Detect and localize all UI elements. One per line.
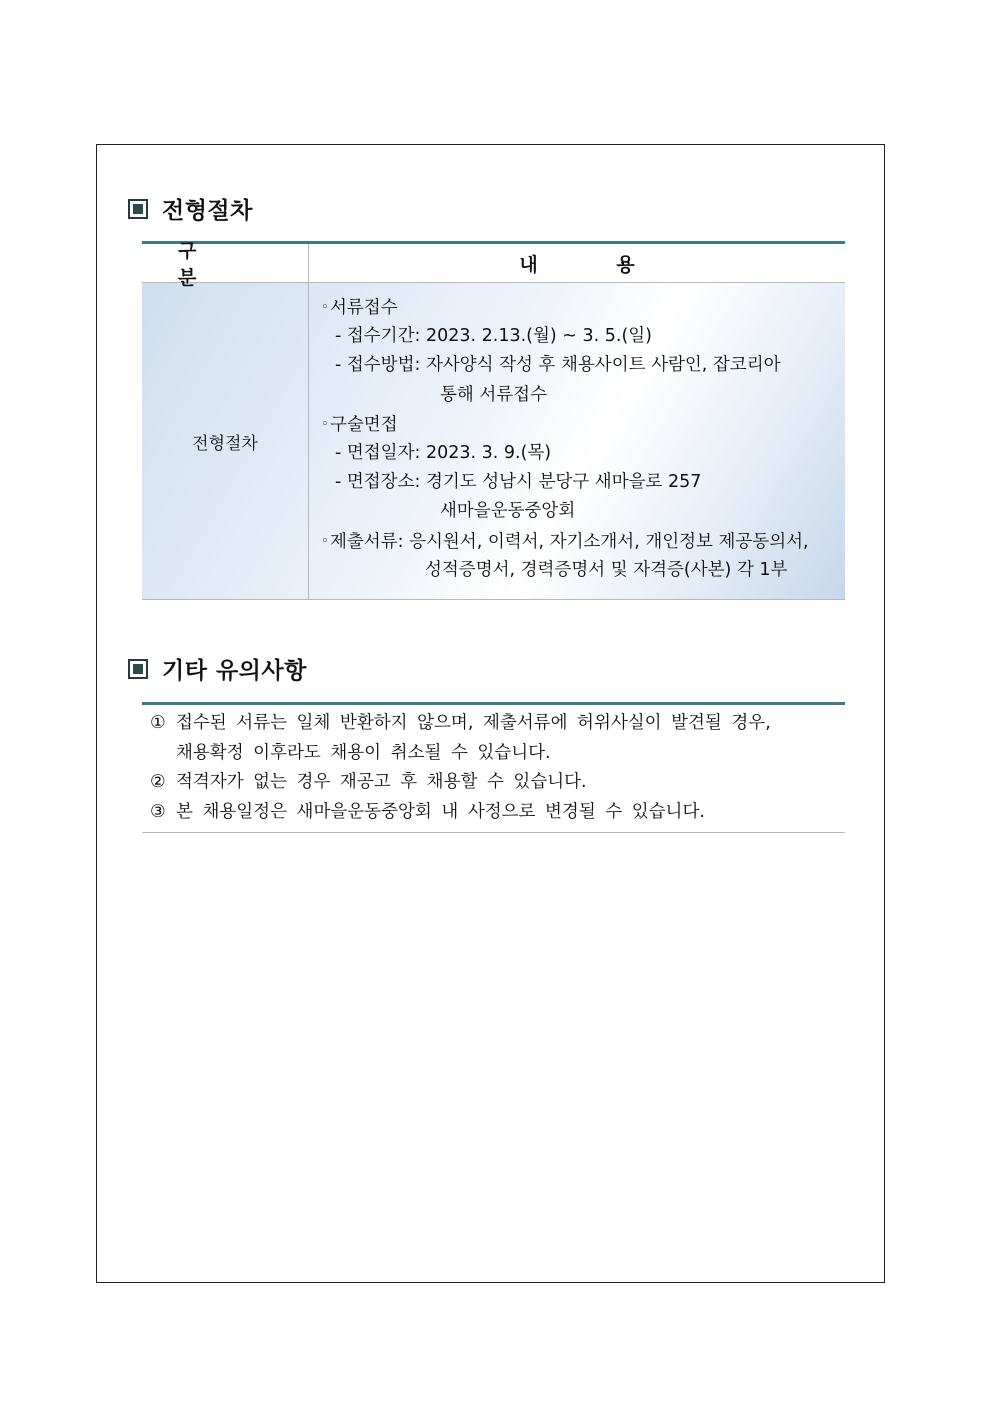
list-item: 성적증명서, 경력증명서 및 자격증(사본) 각 1부 <box>425 559 788 580</box>
list-item: - 접수방법: 자사양식 작성 후 채용사이트 사람인, 잡코리아 <box>335 355 781 376</box>
note-number: ③ <box>150 801 166 822</box>
section-title: 전형절차 <box>162 198 253 224</box>
table-header <box>142 240 845 289</box>
list-item: ◦서류접수 <box>309 293 845 322</box>
list-item: ◦구술면접 <box>309 410 845 439</box>
list-item: - 면접일자: 2023. 3. 9.(목) <box>335 442 552 463</box>
section-heading-notes <box>128 652 307 685</box>
section-heading-procedure <box>128 192 253 225</box>
procedure-table <box>142 241 845 600</box>
note-number: ① <box>150 713 166 733</box>
bullet-icon: ◦ <box>321 416 329 432</box>
row-label: 전형절차 <box>142 283 309 599</box>
header-cell-category: 구 분 <box>142 244 309 282</box>
bullet-icon: ◦ <box>321 533 329 549</box>
section-title: 기타 유의사항 <box>162 658 307 684</box>
list-item: ② 적격자가 없는 경우 재공고 후 채용할 수 있습니다. <box>142 768 845 798</box>
list-item: 채용확정 이후라도 채용이 취소될 수 있습니다. <box>176 742 551 763</box>
note-number: ② <box>150 772 166 792</box>
list-item: - 접수기간: 2023. 2.13.(월) ~ 3. 5.(일) <box>335 326 653 347</box>
square-bullet-icon <box>128 659 148 679</box>
table-row <box>142 283 845 599</box>
row-content <box>309 283 845 609</box>
list-item: ◦제출서류: 응시원서, 이력서, 자기소개서, 개인정보 제공동의서, <box>309 527 845 556</box>
notes-list <box>142 702 845 833</box>
list-item: - 면접장소: 경기도 성남시 분당구 새마을로 257 <box>335 472 702 493</box>
list-item: ③ 본 채용일정은 새마을운동중앙회 내 사정으로 변경될 수 있습니다. <box>142 798 845 828</box>
header-cell-content: 내 용 <box>519 253 671 276</box>
bullet-icon: ◦ <box>321 300 329 315</box>
list-item: 새마을운동중앙회 <box>440 501 576 522</box>
list-item: 통해 서류접수 <box>440 384 547 405</box>
list-item: ① 접수된 서류는 일체 반환하지 않으며, 제출서류에 허위사실이 발견될 경우, <box>142 709 845 739</box>
square-bullet-icon <box>128 199 148 219</box>
